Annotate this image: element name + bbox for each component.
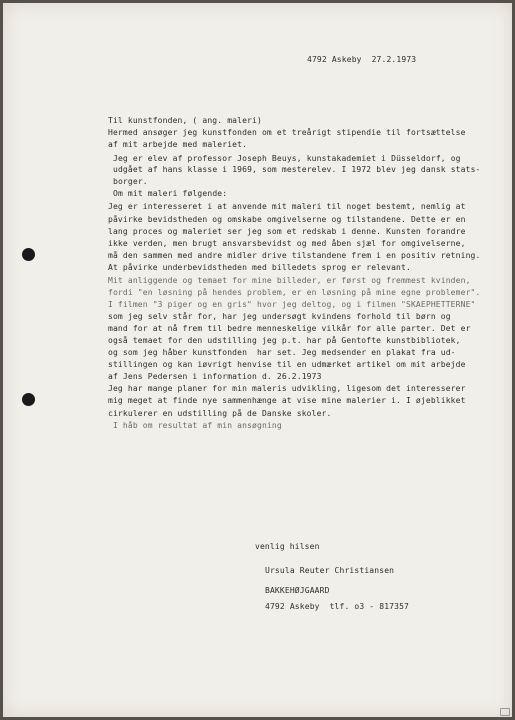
body-line: Jeg er elev af professor Joseph Beuys, kunstakademiet i Düsseldorf, og: [113, 154, 461, 163]
body-line: Mit anliggende og temaet for mine billeder, er først og fremmest kvinden,: [108, 276, 471, 285]
body-line: lang proces og maleriet ser jeg som et redskab i denne. Kunsten forandre: [108, 227, 466, 236]
body-line: At påvirke underbevidstheden med billedets sprog er relevant.: [108, 263, 411, 272]
body-line: påvirke bevidstheden og omskabe omgivelserne og tilstandene. Dette er en: [108, 215, 466, 224]
body-line: mand for at nå frem til bedre menneskelige vilkår for alle parter. Det er: [108, 324, 471, 333]
body-line: må den sammen med andre midler drive tilstandene frem i en positiv retning.: [108, 251, 481, 260]
salutation: Til kunstfonden, ( ang. maleri): [108, 116, 262, 125]
body-line: af mit arbejde med maleriet.: [108, 140, 248, 149]
signature-name: Ursula Reuter Christiansen: [265, 566, 395, 575]
address-line-1: BAKKEHØJGAARD: [265, 586, 330, 595]
body-line: mig meget at finde nye sammenhænge at vise mine malerier i. I øjeblikket: [108, 396, 466, 405]
letter-page: [3, 3, 512, 717]
page-corner-mark: [500, 708, 510, 716]
punch-hole-top: [22, 248, 35, 261]
body-line: I filmen "3 piger og en gris" hvor jeg deltog, og i filmen "SKAEPHETTERNE": [108, 300, 476, 309]
body-line: og som jeg håber kunstfonden har set. Jeg medsender en plakat fra ud-: [108, 348, 456, 357]
body-line: Jeg er interesseret i at anvende mit maleri til noget bestemt, nemlig at: [108, 202, 466, 211]
punch-hole-bottom: [22, 393, 35, 406]
body-line: cirkulerer en udstilling på de Danske skoler.: [108, 409, 332, 418]
body-line: Jeg har mange planer for min maleris udvikling, ligesom det interesserer: [108, 384, 466, 393]
body-line: ikke verden, men brugt ansvarsbevidst og med åben sjæl for omgivelserne,: [108, 239, 466, 248]
body-line: som jeg selv står for, har jeg undersøgt kvindens forhold til børn og: [108, 312, 451, 321]
place-date: 4792 Askeby 27.2.1973: [307, 55, 417, 64]
address-line-2: 4792 Askeby tlf. o3 - 817357: [265, 602, 410, 611]
body-line: af Jens Pedersen i information d. 26.2.1973: [108, 372, 322, 381]
body-line: også temaet for den udstilling jeg p.t. har på Gentofte kunstbibliotek,: [108, 336, 461, 345]
body-line: fordi "en løsning på hendes problem, er en løsning på mine egne problemer".: [108, 288, 481, 297]
body-line: Hermed ansøger jeg kunstfonden om et treårigt stipendie til fortsættelse: [108, 128, 466, 137]
body-line: stillingen og kan iøvrigt henvise til en udmærket artikel om mit arbejde: [108, 360, 466, 369]
body-line: udgået af hans klasse i 1969, som mesterelev. I 1972 blev jeg dansk stats-: [113, 165, 481, 174]
body-line: I håb om resultat af min ansøgning: [113, 421, 282, 430]
body-line: Om mit maleri følgende:: [113, 189, 228, 198]
body-line: borger.: [113, 177, 148, 186]
closing: venlig hilsen: [255, 542, 320, 551]
